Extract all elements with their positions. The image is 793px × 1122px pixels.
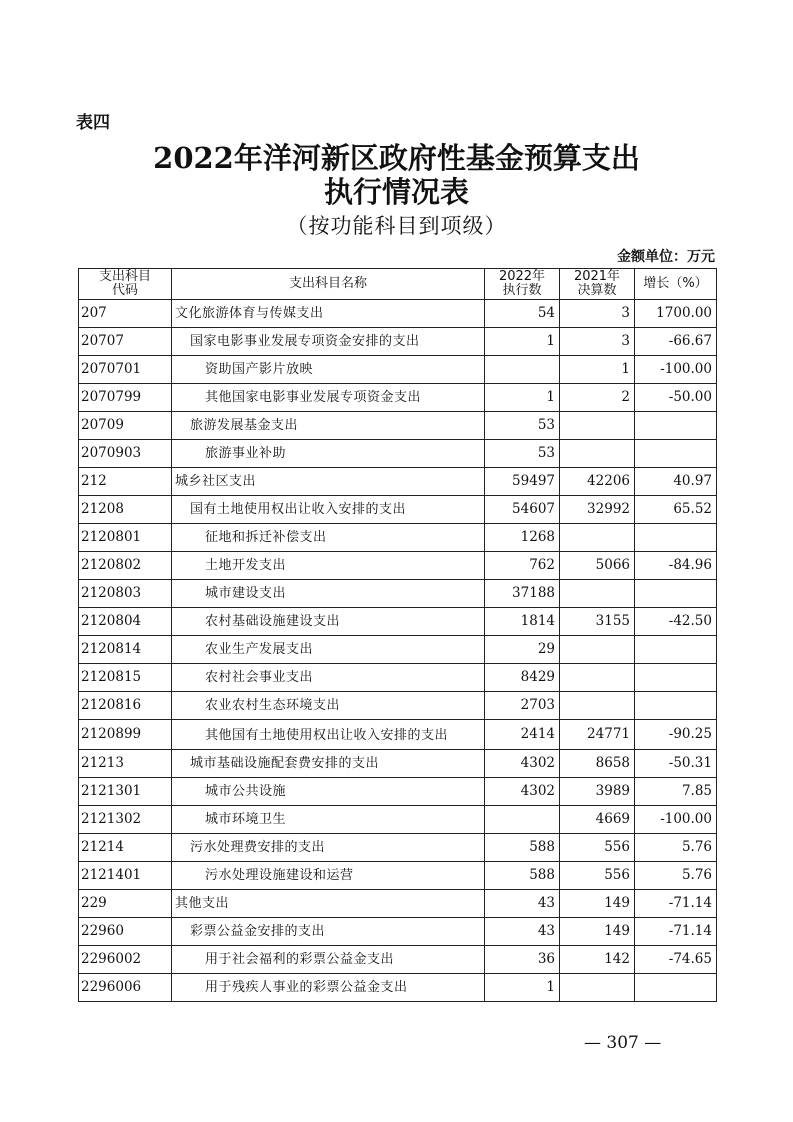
cell-name: 国有土地使用权出让收入安排的支出 — [172, 496, 485, 524]
cell-growth: 5.76 — [635, 834, 717, 862]
cell-exec-2022: 59497 — [485, 468, 560, 496]
cell-final-2021: 1 — [560, 356, 635, 384]
cell-code: 2120815 — [79, 664, 172, 692]
cell-code: 2121401 — [79, 862, 172, 890]
table-label: 表四 — [76, 113, 110, 133]
cell-growth: -42.50 — [635, 608, 717, 636]
cell-exec-2022: 762 — [485, 552, 560, 580]
cell-code: 20707 — [79, 328, 172, 356]
cell-name: 农业农村生态环境支出 — [172, 692, 485, 720]
cell-code: 2120814 — [79, 636, 172, 664]
cell-exec-2022: 37188 — [485, 580, 560, 608]
header-final-2021 — [560, 269, 635, 300]
table-body — [79, 300, 717, 1002]
cell-name: 污水处理设施建设和运营 — [172, 862, 485, 890]
header-final-2021-label: 2021年决算数 — [573, 269, 621, 298]
cell-exec-2022: 43 — [485, 918, 560, 946]
table-row — [79, 412, 717, 440]
cell-code: 22960 — [79, 918, 172, 946]
cell-growth: -100.00 — [635, 356, 717, 384]
cell-final-2021: 8658 — [560, 750, 635, 778]
cell-growth — [635, 580, 717, 608]
cell-exec-2022: 2414 — [485, 720, 560, 750]
table-row — [79, 580, 717, 608]
cell-final-2021 — [560, 440, 635, 468]
table-row — [79, 440, 717, 468]
cell-final-2021: 149 — [560, 918, 635, 946]
cell-name: 其他国家电影事业发展专项资金支出 — [172, 384, 485, 412]
table-row — [79, 524, 717, 552]
cell-exec-2022 — [485, 356, 560, 384]
cell-code: 229 — [79, 890, 172, 918]
cell-code: 2296002 — [79, 946, 172, 974]
header-code-label: 支出科目代码 — [98, 269, 151, 298]
cell-final-2021: 5066 — [560, 552, 635, 580]
cell-final-2021: 24771 — [560, 720, 635, 750]
cell-growth: -50.00 — [635, 384, 717, 412]
cell-final-2021: 3155 — [560, 608, 635, 636]
cell-final-2021: 4669 — [560, 806, 635, 834]
cell-growth — [635, 692, 717, 720]
page-subtitle: （按功能科目到项级） — [286, 214, 507, 238]
header-code — [79, 269, 172, 300]
cell-final-2021: 3989 — [560, 778, 635, 806]
cell-growth — [635, 974, 717, 1002]
cell-code: 2120899 — [79, 720, 172, 750]
cell-growth — [635, 664, 717, 692]
cell-growth: -66.67 — [635, 328, 717, 356]
cell-name: 农业生产发展支出 — [172, 636, 485, 664]
cell-exec-2022: 53 — [485, 440, 560, 468]
cell-growth: 65.52 — [635, 496, 717, 524]
cell-code: 2120802 — [79, 552, 172, 580]
cell-name: 国家电影事业发展专项资金安排的支出 — [172, 328, 485, 356]
table-row — [79, 862, 717, 890]
table-row — [79, 300, 717, 328]
cell-final-2021 — [560, 412, 635, 440]
page-title: 2022年洋河新区政府性基金预算支出 — [153, 141, 640, 175]
cell-name: 土地开发支出 — [172, 552, 485, 580]
table-row — [79, 720, 717, 750]
table-row — [79, 328, 717, 356]
table-header-row — [79, 269, 717, 300]
cell-code: 2070701 — [79, 356, 172, 384]
cell-name: 污水处理费安排的支出 — [172, 834, 485, 862]
cell-name: 城市公共设施 — [172, 778, 485, 806]
cell-exec-2022: 54 — [485, 300, 560, 328]
table-row — [79, 692, 717, 720]
cell-code: 207 — [79, 300, 172, 328]
cell-exec-2022: 43 — [485, 890, 560, 918]
cell-name: 征地和拆迁补偿支出 — [172, 524, 485, 552]
cell-code: 212 — [79, 468, 172, 496]
cell-code: 2120804 — [79, 608, 172, 636]
table-row — [79, 356, 717, 384]
cell-growth — [635, 440, 717, 468]
cell-final-2021: 142 — [560, 946, 635, 974]
cell-final-2021: 3 — [560, 300, 635, 328]
cell-name: 旅游事业补助 — [172, 440, 485, 468]
table-row — [79, 608, 717, 636]
cell-name: 旅游发展基金支出 — [172, 412, 485, 440]
cell-final-2021 — [560, 524, 635, 552]
cell-name: 城乡社区支出 — [172, 468, 485, 496]
cell-exec-2022: 1 — [485, 384, 560, 412]
cell-code: 2121302 — [79, 806, 172, 834]
cell-code: 21213 — [79, 750, 172, 778]
table-row — [79, 468, 717, 496]
table-row — [79, 750, 717, 778]
budget-table — [78, 268, 717, 1002]
cell-name: 农村基础设施建设支出 — [172, 608, 485, 636]
cell-exec-2022: 1 — [485, 974, 560, 1002]
cell-name: 文化旅游体育与传媒支出 — [172, 300, 485, 328]
cell-growth: 1700.00 — [635, 300, 717, 328]
cell-code: 21214 — [79, 834, 172, 862]
cell-final-2021: 149 — [560, 890, 635, 918]
cell-final-2021 — [560, 664, 635, 692]
cell-code: 2121301 — [79, 778, 172, 806]
cell-exec-2022: 588 — [485, 862, 560, 890]
cell-growth: -50.31 — [635, 750, 717, 778]
cell-name: 城市环境卫生 — [172, 806, 485, 834]
cell-code: 2120816 — [79, 692, 172, 720]
cell-name: 用于残疾人事业的彩票公益金支出 — [172, 974, 485, 1002]
cell-exec-2022: 54607 — [485, 496, 560, 524]
cell-exec-2022: 29 — [485, 636, 560, 664]
cell-final-2021: 556 — [560, 834, 635, 862]
table-row — [79, 552, 717, 580]
table-row — [79, 974, 717, 1002]
cell-growth: 7.85 — [635, 778, 717, 806]
page-number: — 307 — — [584, 1033, 662, 1053]
table-row — [79, 384, 717, 412]
table-row — [79, 890, 717, 918]
cell-name: 其他国有土地使用权出让收入安排的支出 — [172, 720, 485, 750]
cell-growth — [635, 524, 717, 552]
page-title-line2: 执行情况表 — [323, 175, 469, 209]
cell-name: 用于社会福利的彩票公益金支出 — [172, 946, 485, 974]
cell-name: 城市基础设施配套费安排的支出 — [172, 750, 485, 778]
cell-final-2021 — [560, 974, 635, 1002]
cell-growth: -90.25 — [635, 720, 717, 750]
cell-exec-2022: 1268 — [485, 524, 560, 552]
cell-growth: 40.97 — [635, 468, 717, 496]
cell-final-2021: 2 — [560, 384, 635, 412]
cell-code: 2120801 — [79, 524, 172, 552]
cell-exec-2022: 2703 — [485, 692, 560, 720]
cell-exec-2022: 8429 — [485, 664, 560, 692]
table-row — [79, 918, 717, 946]
cell-growth: -71.14 — [635, 918, 717, 946]
header-exec-2022-label: 2022年执行数 — [498, 269, 546, 298]
cell-final-2021: 556 — [560, 862, 635, 890]
table-row — [79, 778, 717, 806]
table-row — [79, 664, 717, 692]
cell-exec-2022: 36 — [485, 946, 560, 974]
cell-code: 20709 — [79, 412, 172, 440]
cell-code: 2120803 — [79, 580, 172, 608]
cell-growth: 5.76 — [635, 862, 717, 890]
table-row — [79, 806, 717, 834]
table-row — [79, 946, 717, 974]
cell-final-2021 — [560, 636, 635, 664]
cell-final-2021: 42206 — [560, 468, 635, 496]
cell-exec-2022: 1814 — [485, 608, 560, 636]
cell-name: 其他支出 — [172, 890, 485, 918]
cell-growth: -71.14 — [635, 890, 717, 918]
cell-code: 2070903 — [79, 440, 172, 468]
cell-final-2021: 32992 — [560, 496, 635, 524]
cell-growth: -100.00 — [635, 806, 717, 834]
cell-code: 2070799 — [79, 384, 172, 412]
cell-name: 彩票公益金安排的支出 — [172, 918, 485, 946]
cell-code: 2296006 — [79, 974, 172, 1002]
cell-exec-2022: 588 — [485, 834, 560, 862]
cell-final-2021: 3 — [560, 328, 635, 356]
cell-growth — [635, 412, 717, 440]
header-growth: 增长（%） — [635, 269, 717, 300]
cell-growth — [635, 636, 717, 664]
unit-label: 金额单位：万元 — [617, 249, 715, 265]
cell-exec-2022: 53 — [485, 412, 560, 440]
table-row — [79, 834, 717, 862]
cell-exec-2022: 1 — [485, 328, 560, 356]
cell-growth: -84.96 — [635, 552, 717, 580]
cell-name: 城市建设支出 — [172, 580, 485, 608]
cell-final-2021 — [560, 692, 635, 720]
cell-exec-2022: 4302 — [485, 750, 560, 778]
cell-exec-2022: 4302 — [485, 778, 560, 806]
header-name: 支出科目名称 — [172, 269, 485, 300]
cell-name: 资助国产影片放映 — [172, 356, 485, 384]
cell-growth: -74.65 — [635, 946, 717, 974]
header-exec-2022 — [485, 269, 560, 300]
table-row — [79, 636, 717, 664]
cell-final-2021 — [560, 580, 635, 608]
cell-code: 21208 — [79, 496, 172, 524]
cell-name: 农村社会事业支出 — [172, 664, 485, 692]
cell-exec-2022 — [485, 806, 560, 834]
table-row — [79, 496, 717, 524]
